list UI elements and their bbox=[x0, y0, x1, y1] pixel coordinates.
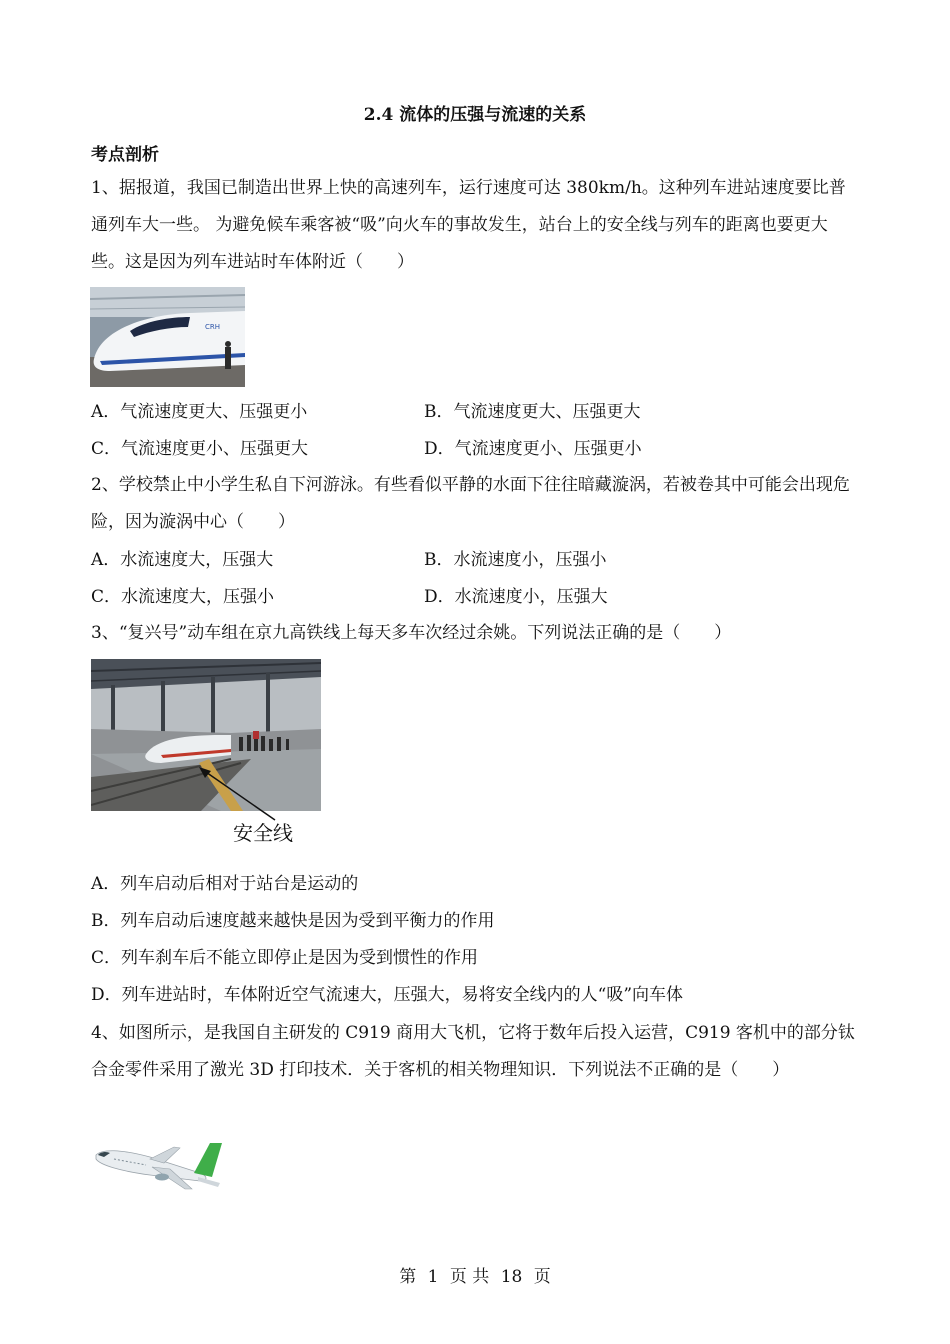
footer-suffix: 页 bbox=[533, 1267, 551, 1287]
question-2-stem: 2、学校禁止中小学生私自下河游泳。有些看似平静的水面下往往暗藏漩涡，若被卷其中可能会出现危险，因为漩涡中心（ ） bbox=[91, 475, 850, 532]
svg-text:CRH: CRH bbox=[205, 323, 221, 331]
footer-mid: 页 共 bbox=[449, 1267, 490, 1287]
question-1-stem: 1、据报道，我国已制造出世界上快的高速列车，运行速度可达 380km/h。这种列车进站速度要比普通列车大一些。 为避免候车乘客被“吸”向火车的事故发生，站台上的安全线与列车的距离也要更大些。这是因为列车进站时车体附近（ ） bbox=[91, 178, 846, 272]
question-3-option-a: A．列车启动后相对于站台是运动的 bbox=[91, 874, 359, 894]
question-2-option-c: C．水流速度大，压强小 bbox=[91, 587, 275, 607]
page-title: 2.4 流体的压强与流速的关系 bbox=[363, 105, 587, 125]
question-3-option-d: D．列车进站时，车体附近空气流速大，压强大，易将安全线内的人“吸”向车体 bbox=[91, 985, 684, 1005]
question-4-stem: 4、如图所示，是我国自主研发的 C919 商用大飞机，它将于数年后投入运营，C919 客机中的部分钛合金零件采用了激光 3D 打印技术．关于客机的相关物理知识．下列说法不正确的是（ ） bbox=[91, 1023, 855, 1080]
footer-prefix: 第 bbox=[399, 1267, 417, 1287]
footer-page-number: 1 bbox=[427, 1267, 439, 1287]
question-2-option-a: A．水流速度大，压强大 bbox=[91, 550, 274, 570]
page-footer bbox=[0, 1262, 950, 1287]
c919-airplane-image bbox=[90, 1135, 228, 1195]
footer-total-pages: 18 bbox=[500, 1267, 523, 1287]
high-speed-train-image bbox=[90, 287, 245, 387]
question-4-figure-airplane bbox=[90, 1135, 228, 1195]
question-3-figure-label: 安全线 bbox=[233, 821, 293, 845]
question-2-option-b: B．水流速度小，压强小 bbox=[424, 550, 607, 570]
question-3-option-b: B．列车启动后速度越来越快是因为受到平衡力的作用 bbox=[91, 911, 495, 931]
question-1-option-d: D．气流速度更小、压强更小 bbox=[424, 439, 642, 459]
safety-line-arrow-icon bbox=[195, 765, 285, 825]
question-3-option-c: C．列车刹车后不能立即停止是因为受到惯性的作用 bbox=[91, 948, 479, 968]
question-3-stem: 3、“复兴号”动车组在京九高铁线上每天多车次经过余姚。下列说法正确的是（ ） bbox=[91, 623, 732, 643]
question-1-option-c: C．气流速度更小、压强更大 bbox=[91, 439, 309, 459]
question-1-option-a: A．气流速度更大、压强更小 bbox=[91, 402, 308, 422]
question-1-figure-train bbox=[90, 287, 245, 387]
question-2-option-d: D．水流速度小，压强大 bbox=[424, 587, 608, 607]
question-1-option-b: B．气流速度更大、压强更大 bbox=[424, 402, 641, 422]
section-heading: 考点剖析 bbox=[91, 145, 159, 165]
